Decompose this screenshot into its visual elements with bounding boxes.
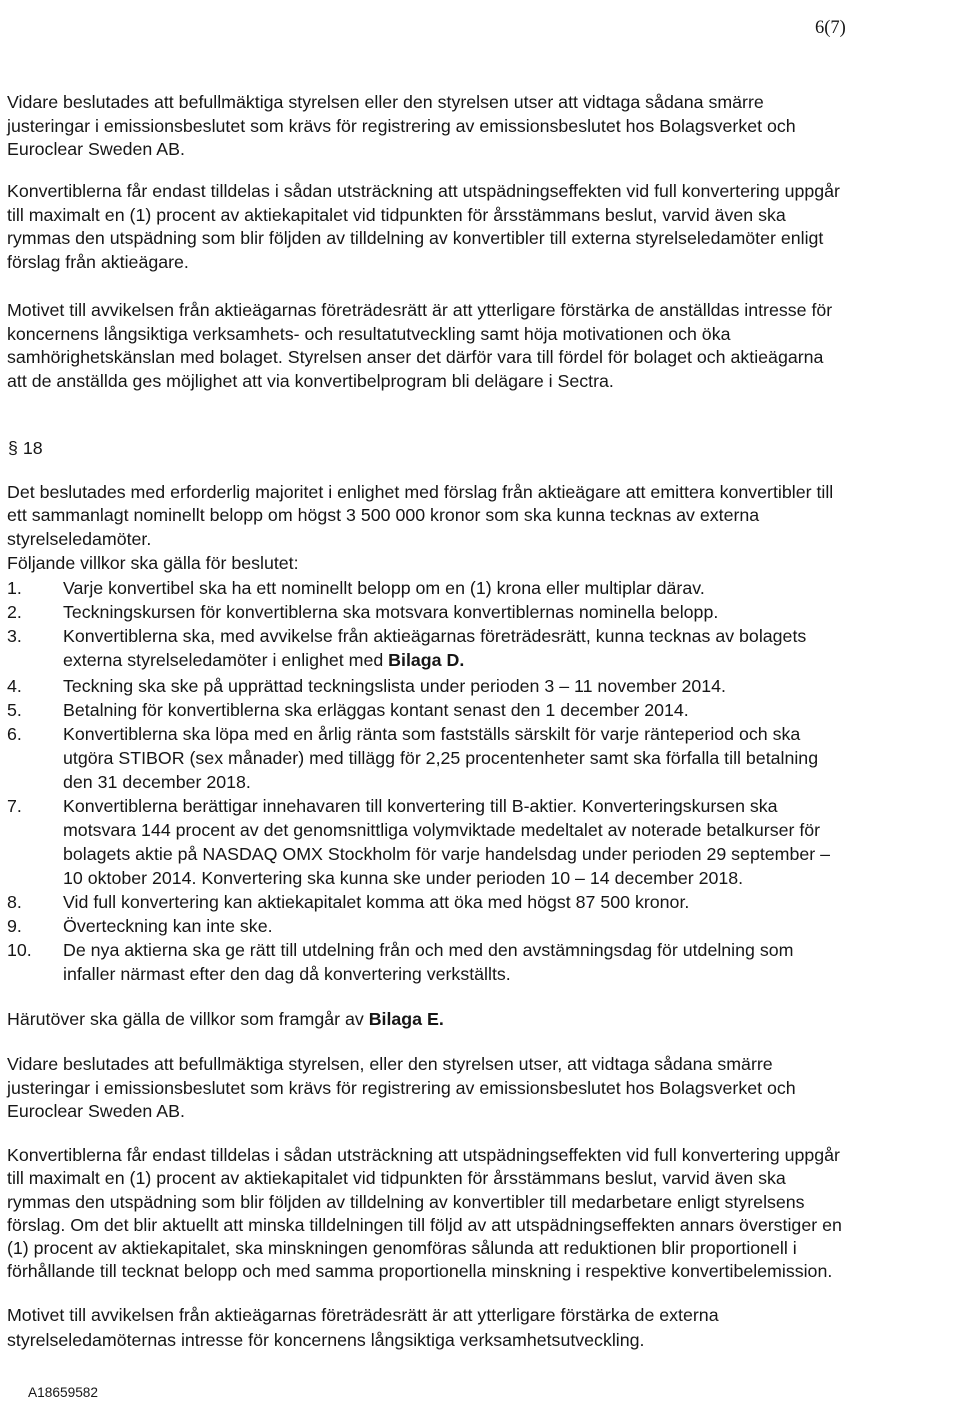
list-item-body [63, 698, 689, 722]
list-item-body [63, 914, 273, 938]
list-item-line: De nya aktierna ska ge rätt till utdelning från och med den avstämningsdag för utdelning som [63, 940, 794, 960]
list-item-line [63, 648, 806, 672]
list-item-number: 2. [7, 602, 22, 622]
paragraph-line: justeringar i emissionsbeslutet som krävs för registrering av emissionsbeslutet hos Bolagsverket och [7, 1077, 796, 1098]
decision-paragraph [7, 481, 833, 551]
list-item [7, 794, 830, 890]
appendix-reference: Bilaga E. [368, 1009, 444, 1029]
paragraph-line: Konvertiblerna får endast tilldelas i sådan utsträckning att utspädningseffekten vid full konvertering uppgår [7, 181, 840, 201]
list-item-line: Konvertiblerna ska, med avvikelse från aktieägarnas företrädesrätt, kunna tecknas av bolagets [63, 626, 807, 646]
list-item-line: Teckningskursen för konvertiblerna ska motsvara konvertiblernas nominella belopp. [63, 602, 719, 622]
terms-intro-text: Följande villkor ska gälla för beslutet: [7, 553, 299, 573]
paragraph-line: (1) procent av aktiekapitalet, ska minskningen genomföras sålunda att reduktionen blir proportionell i [7, 1238, 797, 1259]
paragraph-line: att de anställda ges möjlighet att via konvertibelprogram bli delägare i Sectra. [7, 370, 614, 391]
paragraph-line: rymmas den utspädning som blir följden av tilldelning av konvertibler till externa styrelseledamöter enligt [7, 228, 824, 249]
paragraph-line: Motivet till avvikelsen från aktieägarnas företrädesrätt är att ytterligare förstärka de anställdas intresse för [7, 300, 833, 320]
list-item-line: infaller närmast efter den dag då konvertering verkställts. [63, 964, 511, 984]
intro-authorization-paragraph [7, 91, 796, 162]
paragraph-line: till maximalt en (1) procent av aktiekapitalet vid tidpunkten för årsstämmans beslut, varvid även ska [7, 1168, 786, 1189]
terms-list [7, 576, 830, 986]
list-item-body [63, 890, 689, 914]
list-item-number: 9. [7, 916, 22, 936]
list-item-body [63, 938, 793, 986]
list-item-line: Överteckning kan inte ske. [63, 916, 273, 936]
list-item-line: bolagets aktie på NASDAQ OMX Stockholm för varje handelsdag under perioden 29 september – [63, 844, 830, 864]
page-number: 6(7) [815, 18, 846, 38]
intro-motive-paragraph [7, 299, 832, 393]
paragraph-line: Euroclear Sweden AB. [7, 1101, 185, 1121]
list-item [7, 600, 830, 624]
paragraph-line: till maximalt en (1) procent av aktiekapitalet vid tidpunkten för årsstämmans beslut, varvid även ska [7, 204, 786, 225]
paragraph-line: förslag. Om det blir aktuellt att minska tilldelningen till följd av att utspädningseffekten annars överstiger en [7, 1214, 842, 1235]
paragraph-line: Motivet till avvikelsen från aktieägarnas företrädesrätt är att ytterligare förstärka de externa [7, 1305, 719, 1325]
additional-terms [7, 1007, 444, 1031]
paragraph-line: förhållande till tecknat belopp och med samma proportionella minskning i respektive konvertibelemission. [7, 1261, 833, 1282]
intro-dilution-paragraph [7, 180, 840, 275]
list-item [7, 674, 830, 698]
list-item-line: Vid full konvertering kan aktiekapitalet komma att öka med högst 87 500 kronor. [63, 892, 690, 912]
list-item-body [63, 674, 726, 698]
list-item-body [63, 576, 705, 600]
additional-terms-line [7, 1007, 444, 1031]
list-item-number: 6. [7, 724, 22, 744]
list-item-body [63, 722, 818, 794]
list-item-line: utgöra STIBOR (sex månader) med tillägg för 2,25 procentenheter samt ska förfalla till betalning [63, 748, 819, 768]
paragraph-line: Det beslutades med erforderlig majoritet i enlighet med förslag från aktieägare att emittera konvertibler till [7, 482, 834, 502]
paragraph-line: förslag från aktieägare. [7, 252, 189, 273]
paragraph-line: ett sammanlagt nominellt belopp om högst 3 500 000 kronor som ska kunna tecknas av externa [7, 505, 760, 526]
list-item-line-text: externa styrelseledamöter i enlighet med [63, 650, 389, 670]
paragraph-line: samhörighetskänslan med bolaget. Styrelsen anser det därför vara till fördel för bolaget och aktieägarna [7, 347, 824, 367]
list-item-line: motsvara 144 procent av det genomsnittliga volymviktade medeltalet av noterade betalkurser för [63, 820, 821, 840]
paragraph-line: justeringar i emissionsbeslutet som krävs för registrering av emissionsbeslutet hos Bolagsverket och [7, 115, 796, 136]
additional-terms-text: Härutöver ska gälla de villkor som framgår av [7, 1009, 369, 1029]
list-item [7, 938, 830, 986]
list-item-number: 8. [7, 892, 22, 912]
terms-intro [7, 551, 299, 575]
motive-paragraph [7, 1303, 719, 1352]
paragraph-line: Vidare beslutades att befullmäktiga styrelsen, eller den styrelsen utser, att vidtaga sådana smärre [7, 1054, 773, 1074]
paragraph-line: styrelseledamöternas intresse för koncernens långsiktiga verksamhetsutveckling. [7, 1329, 645, 1350]
list-item [7, 722, 830, 794]
list-item-number: 7. [7, 796, 22, 816]
list-item-number: 3. [7, 626, 22, 646]
list-item-body [63, 600, 718, 624]
list-item-body [63, 624, 806, 672]
section-heading-text: § 18 [8, 438, 43, 458]
list-item-line: Teckning ska ske på upprättad teckningslista under perioden 3 – 11 november 2014. [63, 676, 726, 696]
list-item-number: 1. [7, 578, 22, 598]
list-item-line: Konvertiblerna berättigar innehavaren till konvertering till B-aktier. Konverteringskursen ska [63, 796, 778, 816]
paragraph-line: styrelseledamöter. [7, 528, 152, 549]
section-heading [8, 436, 43, 460]
document-id: A18659582 [28, 1385, 99, 1400]
list-item [7, 624, 830, 672]
list-item-number: 5. [7, 700, 22, 720]
list-item-line: Betalning för konvertiblerna ska erläggas kontant senast den 1 december 2014. [63, 700, 689, 720]
list-item-body [63, 794, 830, 890]
list-item [7, 914, 830, 938]
list-item [7, 576, 830, 600]
authorization-paragraph [7, 1053, 796, 1124]
list-item-number: 4. [7, 676, 22, 696]
paragraph-line: Euroclear Sweden AB. [7, 139, 185, 159]
paragraph-line: rymmas den utspädning som blir följden av tilldelning av konvertibler till medarbetare enligt styrelsens [7, 1191, 805, 1212]
list-item-line: Varje konvertibel ska ha ett nominellt belopp om en (1) krona eller multiplar därav. [63, 578, 705, 598]
appendix-reference: Bilaga D. [388, 650, 465, 670]
paragraph-line: Vidare beslutades att befullmäktiga styrelsen eller den styrelsen utser att vidtaga sådana smärre [7, 92, 764, 112]
paragraph-line: koncernens långsiktiga verksamhets- och resultatutveckling samt höja motivationen och öka [7, 323, 731, 344]
list-item-line: den 31 december 2018. [63, 772, 251, 792]
list-item-line: Konvertiblerna ska löpa med en årlig ränta som fastställs särskilt för varje ränteperiod och ska [63, 724, 801, 744]
list-item [7, 698, 830, 722]
list-item [7, 890, 830, 914]
list-item-number: 10. [7, 940, 32, 960]
paragraph-line: Konvertiblerna får endast tilldelas i sådan utsträckning att utspädningseffekten vid full konvertering uppgår [7, 1145, 840, 1165]
dilution-paragraph [7, 1144, 842, 1284]
list-item-line: 10 oktober 2014. Konvertering ska kunna ske under perioden 10 – 14 december 2018. [63, 868, 744, 888]
